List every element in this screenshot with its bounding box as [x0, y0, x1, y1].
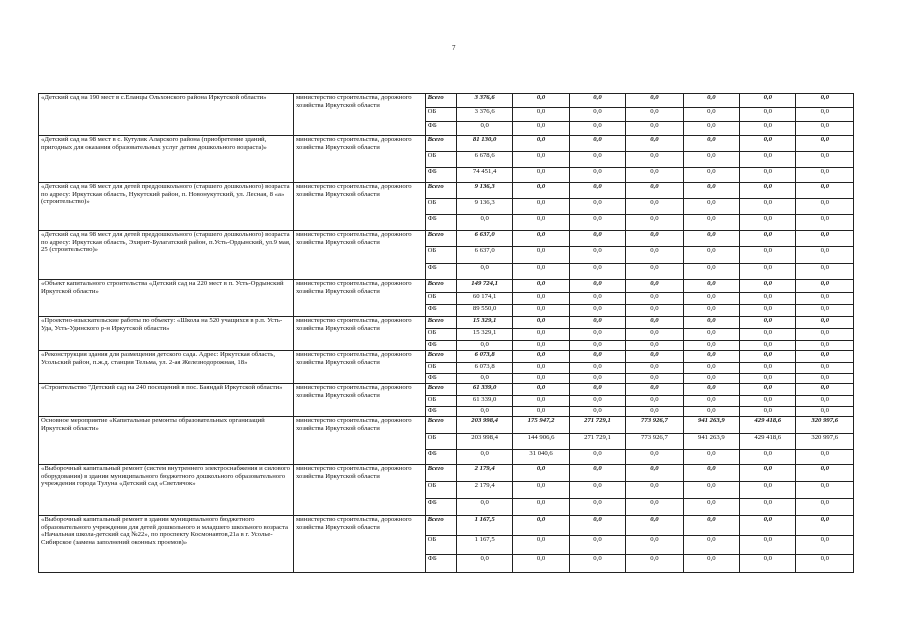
amount-cell: 0,0	[796, 231, 854, 247]
amount-cell: 0,0	[626, 516, 683, 536]
amount-cell: 0,0	[513, 329, 569, 341]
amount-cell: 0,0	[683, 317, 739, 329]
amount-cell: 0,0	[569, 293, 625, 305]
funding-source: Всего	[425, 94, 456, 108]
amount-cell: 0,0	[683, 94, 739, 108]
amount-cell: 0,0	[740, 363, 796, 374]
amount-cell: 320 997,6	[796, 417, 854, 434]
amount-cell: 0,0	[626, 329, 683, 341]
amount-cell: 0,0	[683, 536, 739, 555]
amount-cell: 0,0	[796, 396, 854, 407]
responsible-executor: министерство строительства, дорожного хозяйства Иркутской области	[293, 231, 425, 280]
amount-cell: 0,0	[569, 247, 625, 264]
amount-cell: 0,0	[740, 329, 796, 341]
amount-cell: 0,0	[569, 407, 625, 417]
table-row	[39, 417, 854, 434]
amount-cell: 0,0	[513, 247, 569, 264]
amount-cell: 0,0	[796, 152, 854, 168]
amount-cell: 0,0	[740, 341, 796, 351]
amount-cell: 0,0	[683, 341, 739, 351]
activity-name: «Строительство "Детский сад на 240 посещений в пос. Баяндай Иркутской области»	[39, 384, 294, 417]
amount-cell: 0,0	[740, 516, 796, 536]
amount-cell: 0,0	[740, 231, 796, 247]
amount-cell: 0,0	[740, 168, 796, 183]
amount-cell: 0,0	[740, 183, 796, 199]
amount-cell: 61 339,0	[456, 384, 512, 396]
amount-cell: 0,0	[513, 465, 569, 482]
amount-cell: 0,0	[740, 264, 796, 280]
amount-cell: 0,0	[796, 122, 854, 136]
funding-source: ОБ	[425, 482, 456, 499]
amount-cell: 61 339,0	[456, 396, 512, 407]
amount-cell: 0,0	[626, 396, 683, 407]
amount-cell: 0,0	[569, 450, 625, 465]
amount-cell: 144 906,6	[513, 434, 569, 450]
activity-name: «Детский сад на 98 мест в с. Кутулик Аларского района (приобретение зданий, пригодных для оказания образовательных услуг детям дошкольного возраста)»	[39, 136, 294, 183]
amount-cell: 0,0	[569, 305, 625, 317]
amount-cell: 0,0	[740, 94, 796, 108]
amount-cell: 0,0	[626, 499, 683, 516]
amount-cell: 0,0	[683, 108, 739, 122]
activity-name: «Реконструкция здания для размещения детского сада. Адрес: Иркутская область, Усольский район, п.ж.д. станция Тельма, ул. 2-ая Железнодорожная, 18»	[39, 351, 294, 384]
funding-source: ОБ	[425, 363, 456, 374]
amount-cell: 2 179,4	[456, 482, 512, 499]
amount-cell: 0,0	[569, 536, 625, 555]
amount-cell: 0,0	[456, 407, 512, 417]
activity-name: «Проектно-изыскательские работы по объекту: «Школа на 520 учащихся в р.п. Усть-Уда, Усть-Удинского р-н Иркутской области»	[39, 317, 294, 351]
amount-cell: 0,0	[626, 363, 683, 374]
amount-cell: 0,0	[513, 264, 569, 280]
amount-cell: 0,0	[683, 499, 739, 516]
table-row	[39, 465, 854, 482]
amount-cell: 0,0	[626, 168, 683, 183]
amount-cell: 0,0	[626, 280, 683, 293]
activity-name: «Детский сад на 98 мест для детей преддошкольного (старшего дошкольного) возраста по адресу: Иркутская область, Эхирит-Булагатский район, п.Усть-Ордынский, ул.9 мая, 25 (строительство)»	[39, 231, 294, 280]
amount-cell: 0,0	[626, 384, 683, 396]
amount-cell: 0,0	[626, 108, 683, 122]
amount-cell: 0,0	[569, 122, 625, 136]
funding-source: ОБ	[425, 293, 456, 305]
amount-cell: 0,0	[513, 215, 569, 231]
amount-cell: 0,0	[513, 168, 569, 183]
amount-cell: 0,0	[796, 329, 854, 341]
responsible-executor: министерство строительства, дорожного хозяйства Иркутской области	[293, 94, 425, 136]
funding-source: ФБ	[425, 264, 456, 280]
amount-cell: 0,0	[683, 384, 739, 396]
funding-source: ФБ	[425, 374, 456, 384]
amount-cell: 203 998,4	[456, 434, 512, 450]
amount-cell: 0,0	[796, 450, 854, 465]
amount-cell: 0,0	[683, 264, 739, 280]
funding-source: ФБ	[425, 305, 456, 317]
amount-cell: 0,0	[513, 94, 569, 108]
funding-source: Всего	[425, 317, 456, 329]
amount-cell: 0,0	[513, 108, 569, 122]
amount-cell: 0,0	[626, 305, 683, 317]
amount-cell: 0,0	[683, 280, 739, 293]
amount-cell: 0,0	[626, 231, 683, 247]
amount-cell: 0,0	[626, 465, 683, 482]
amount-cell: 15 329,1	[456, 317, 512, 329]
amount-cell: 0,0	[796, 465, 854, 482]
amount-cell: 0,0	[456, 122, 512, 136]
amount-cell: 0,0	[569, 317, 625, 329]
table-row	[39, 384, 854, 396]
responsible-executor: министерство строительства, дорожного хозяйства Иркутской области	[293, 317, 425, 351]
amount-cell: 0,0	[513, 152, 569, 168]
amount-cell: 0,0	[683, 555, 739, 573]
amount-cell: 6 637,0	[456, 247, 512, 264]
amount-cell: 0,0	[796, 215, 854, 231]
amount-cell: 0,0	[740, 199, 796, 215]
amount-cell: 0,0	[456, 264, 512, 280]
funding-source: Всего	[425, 384, 456, 396]
funding-source: ОБ	[425, 152, 456, 168]
amount-cell: 81 130,0	[456, 136, 512, 152]
amount-cell: 0,0	[683, 407, 739, 417]
amount-cell: 0,0	[513, 341, 569, 351]
activity-name: «Детский сад на 98 мест для детей преддошкольного (старшего дошкольного) возраста по адресу: Иркутская область, Нукутский район, п. Новонукутский, ул. Лесная, 8 «а» (строительство)»	[39, 183, 294, 231]
amount-cell: 0,0	[740, 555, 796, 573]
amount-cell: 0,0	[740, 482, 796, 499]
responsible-executor: министерство строительства, дорожного хозяйства Иркутской области	[293, 465, 425, 516]
amount-cell: 0,0	[569, 499, 625, 516]
amount-cell: 0,0	[513, 482, 569, 499]
amount-cell: 429 418,6	[740, 417, 796, 434]
table-row	[39, 136, 854, 152]
amount-cell: 0,0	[569, 384, 625, 396]
amount-cell: 0,0	[456, 374, 512, 384]
amount-cell: 271 729,1	[569, 434, 625, 450]
funding-source: ФБ	[425, 168, 456, 183]
funding-source: Всего	[425, 280, 456, 293]
amount-cell: 0,0	[513, 199, 569, 215]
funding-source: ФБ	[425, 499, 456, 516]
amount-cell: 0,0	[796, 536, 854, 555]
amount-cell: 0,0	[683, 363, 739, 374]
responsible-executor: министерство строительства, дорожного хозяйства Иркутской области	[293, 516, 425, 573]
funding-source: ФБ	[425, 450, 456, 465]
amount-cell: 773 926,7	[626, 434, 683, 450]
amount-cell: 0,0	[513, 136, 569, 152]
funding-source: Всего	[425, 417, 456, 434]
amount-cell: 773 926,7	[626, 417, 683, 434]
funding-source: Всего	[425, 465, 456, 482]
amount-cell: 0,0	[796, 363, 854, 374]
amount-cell: 74 451,4	[456, 168, 512, 183]
amount-cell: 0,0	[740, 247, 796, 264]
funding-source: Всего	[425, 351, 456, 363]
amount-cell: 0,0	[796, 555, 854, 573]
amount-cell: 0,0	[796, 183, 854, 199]
funding-source: Всего	[425, 136, 456, 152]
amount-cell: 0,0	[683, 374, 739, 384]
amount-cell: 0,0	[513, 374, 569, 384]
amount-cell: 0,0	[740, 305, 796, 317]
amount-cell: 0,0	[569, 374, 625, 384]
amount-cell: 0,0	[569, 231, 625, 247]
amount-cell: 1 167,5	[456, 536, 512, 555]
amount-cell: 0,0	[796, 384, 854, 396]
amount-cell: 0,0	[569, 199, 625, 215]
amount-cell: 0,0	[569, 482, 625, 499]
amount-cell: 0,0	[456, 341, 512, 351]
budget-table	[38, 93, 854, 573]
responsible-executor: министерство строительства, дорожного хозяйства Иркутской области	[293, 280, 425, 317]
amount-cell: 6 678,6	[456, 152, 512, 168]
funding-source: ФБ	[425, 215, 456, 231]
amount-cell: 0,0	[626, 407, 683, 417]
amount-cell: 0,0	[740, 122, 796, 136]
amount-cell: 0,0	[740, 152, 796, 168]
amount-cell: 0,0	[796, 351, 854, 363]
funding-source: ОБ	[425, 247, 456, 264]
amount-cell: 0,0	[513, 305, 569, 317]
amount-cell: 31 040,6	[513, 450, 569, 465]
amount-cell: 0,0	[740, 317, 796, 329]
activity-name: «Детский сад на 190 мест в с.Еланцы Ольхонского района Иркутской области»	[39, 94, 294, 136]
amount-cell: 0,0	[740, 280, 796, 293]
responsible-executor: министерство строительства, дорожного хозяйства Иркутской области	[293, 417, 425, 465]
amount-cell: 0,0	[513, 384, 569, 396]
amount-cell: 0,0	[569, 351, 625, 363]
amount-cell: 0,0	[513, 363, 569, 374]
amount-cell: 0,0	[740, 396, 796, 407]
activity-name: Основное мероприятие «Капитальные ремонты образовательных организаций Иркутской области»	[39, 417, 294, 465]
amount-cell: 0,0	[626, 247, 683, 264]
amount-cell: 0,0	[626, 136, 683, 152]
amount-cell: 0,0	[569, 516, 625, 536]
amount-cell: 0,0	[569, 94, 625, 108]
amount-cell: 203 998,4	[456, 417, 512, 434]
amount-cell: 0,0	[569, 264, 625, 280]
amount-cell: 0,0	[513, 231, 569, 247]
amount-cell: 0,0	[683, 450, 739, 465]
amount-cell: 0,0	[569, 136, 625, 152]
amount-cell: 15 329,1	[456, 329, 512, 341]
amount-cell: 9 136,3	[456, 199, 512, 215]
amount-cell: 0,0	[683, 293, 739, 305]
amount-cell: 0,0	[513, 499, 569, 516]
amount-cell: 0,0	[796, 136, 854, 152]
amount-cell: 0,0	[796, 374, 854, 384]
table-row	[39, 516, 854, 536]
amount-cell: 60 174,1	[456, 293, 512, 305]
amount-cell: 0,0	[740, 351, 796, 363]
amount-cell: 0,0	[683, 351, 739, 363]
amount-cell: 0,0	[626, 317, 683, 329]
funding-source: ФБ	[425, 341, 456, 351]
responsible-executor: министерство строительства, дорожного хозяйства Иркутской области	[293, 351, 425, 384]
amount-cell: 0,0	[456, 215, 512, 231]
funding-source: Всего	[425, 516, 456, 536]
responsible-executor: министерство строительства, дорожного хозяйства Иркутской области	[293, 183, 425, 231]
amount-cell: 3 376,6	[456, 108, 512, 122]
funding-source: ОБ	[425, 199, 456, 215]
amount-cell: 0,0	[683, 516, 739, 536]
amount-cell: 9 136,3	[456, 183, 512, 199]
funding-source: ОБ	[425, 396, 456, 407]
amount-cell: 0,0	[626, 341, 683, 351]
amount-cell: 0,0	[740, 293, 796, 305]
amount-cell: 0,0	[626, 374, 683, 384]
amount-cell: 0,0	[513, 536, 569, 555]
amount-cell: 0,0	[626, 122, 683, 136]
amount-cell: 0,0	[683, 329, 739, 341]
amount-cell: 6 637,0	[456, 231, 512, 247]
amount-cell: 0,0	[796, 293, 854, 305]
table-row	[39, 280, 854, 293]
activity-name: «Выборочный капитальный ремонт (систем внутреннего электроснабжения и силового оборудования) в здании муниципального бюджетного дошкольного образовательного учреждения города Тулуна «Детский сад «Светлячок»	[39, 465, 294, 516]
amount-cell: 0,0	[683, 215, 739, 231]
amount-cell: 0,0	[683, 136, 739, 152]
amount-cell: 0,0	[626, 199, 683, 215]
amount-cell: 941 263,9	[683, 417, 739, 434]
funding-source: ФБ	[425, 407, 456, 417]
amount-cell: 0,0	[683, 396, 739, 407]
funding-source: Всего	[425, 231, 456, 247]
amount-cell: 6 073,8	[456, 351, 512, 363]
amount-cell: 0,0	[626, 482, 683, 499]
amount-cell: 0,0	[683, 231, 739, 247]
amount-cell: 0,0	[683, 305, 739, 317]
amount-cell: 0,0	[683, 168, 739, 183]
amount-cell: 0,0	[796, 407, 854, 417]
amount-cell: 0,0	[626, 293, 683, 305]
amount-cell: 0,0	[796, 168, 854, 183]
amount-cell: 0,0	[626, 152, 683, 168]
amount-cell: 0,0	[740, 499, 796, 516]
amount-cell: 0,0	[513, 351, 569, 363]
amount-cell: 0,0	[796, 94, 854, 108]
amount-cell: 0,0	[683, 152, 739, 168]
amount-cell: 0,0	[626, 536, 683, 555]
amount-cell: 0,0	[796, 280, 854, 293]
amount-cell: 0,0	[626, 94, 683, 108]
amount-cell: 0,0	[683, 199, 739, 215]
amount-cell: 0,0	[456, 555, 512, 573]
amount-cell: 3 376,6	[456, 94, 512, 108]
amount-cell: 0,0	[683, 482, 739, 499]
amount-cell: 0,0	[569, 341, 625, 351]
amount-cell: 0,0	[513, 407, 569, 417]
amount-cell: 6 073,8	[456, 363, 512, 374]
amount-cell: 0,0	[569, 555, 625, 573]
amount-cell: 0,0	[569, 329, 625, 341]
amount-cell: 0,0	[513, 293, 569, 305]
amount-cell: 0,0	[569, 280, 625, 293]
amount-cell: 0,0	[796, 499, 854, 516]
amount-cell: 0,0	[626, 450, 683, 465]
amount-cell: 0,0	[569, 215, 625, 231]
funding-source: ОБ	[425, 108, 456, 122]
amount-cell: 0,0	[796, 317, 854, 329]
amount-cell: 0,0	[626, 264, 683, 280]
amount-cell: 0,0	[796, 247, 854, 264]
amount-cell: 0,0	[683, 247, 739, 264]
funding-source: ОБ	[425, 536, 456, 555]
amount-cell: 0,0	[796, 108, 854, 122]
table-row	[39, 183, 854, 199]
table-row	[39, 351, 854, 363]
amount-cell: 0,0	[626, 183, 683, 199]
amount-cell: 0,0	[626, 351, 683, 363]
responsible-executor: министерство строительства, дорожного хозяйства Иркутской области	[293, 136, 425, 183]
activity-name: «Объект капитального строительства «Детский сад на 220 мест в п. Усть-Ордынский Иркутской области»	[39, 280, 294, 317]
table-row	[39, 231, 854, 247]
amount-cell: 320 997,6	[796, 434, 854, 450]
funding-source: ФБ	[425, 555, 456, 573]
amount-cell: 0,0	[683, 122, 739, 136]
amount-cell: 0,0	[626, 215, 683, 231]
amount-cell: 0,0	[569, 168, 625, 183]
amount-cell: 0,0	[513, 122, 569, 136]
amount-cell: 0,0	[796, 199, 854, 215]
amount-cell: 0,0	[456, 450, 512, 465]
amount-cell: 2 179,4	[456, 465, 512, 482]
amount-cell: 149 724,1	[456, 280, 512, 293]
funding-source: ОБ	[425, 434, 456, 450]
amount-cell: 0,0	[626, 555, 683, 573]
amount-cell: 0,0	[683, 183, 739, 199]
amount-cell: 941 263,9	[683, 434, 739, 450]
amount-cell: 0,0	[740, 215, 796, 231]
amount-cell: 0,0	[796, 341, 854, 351]
funding-source: ФБ	[425, 122, 456, 136]
table-row	[39, 317, 854, 329]
amount-cell: 0,0	[569, 152, 625, 168]
amount-cell: 0,0	[740, 384, 796, 396]
amount-cell: 0,0	[513, 555, 569, 573]
amount-cell: 429 418,6	[740, 434, 796, 450]
amount-cell: 0,0	[513, 396, 569, 407]
amount-cell: 0,0	[683, 465, 739, 482]
amount-cell: 0,0	[569, 108, 625, 122]
amount-cell: 89 550,0	[456, 305, 512, 317]
amount-cell: 0,0	[796, 482, 854, 499]
amount-cell: 0,0	[569, 183, 625, 199]
amount-cell: 175 947,2	[513, 417, 569, 434]
amount-cell: 0,0	[456, 499, 512, 516]
amount-cell: 0,0	[569, 465, 625, 482]
responsible-executor: министерство строительства, дорожного хозяйства Иркутской области	[293, 384, 425, 417]
amount-cell: 0,0	[513, 516, 569, 536]
amount-cell: 0,0	[740, 374, 796, 384]
amount-cell: 1 167,5	[456, 516, 512, 536]
funding-source: Всего	[425, 183, 456, 199]
amount-cell: 0,0	[513, 317, 569, 329]
amount-cell: 0,0	[513, 280, 569, 293]
amount-cell: 0,0	[740, 465, 796, 482]
amount-cell: 0,0	[513, 183, 569, 199]
amount-cell: 0,0	[796, 516, 854, 536]
amount-cell: 0,0	[796, 305, 854, 317]
amount-cell: 0,0	[740, 536, 796, 555]
amount-cell: 0,0	[740, 450, 796, 465]
amount-cell: 0,0	[796, 264, 854, 280]
activity-name: «Выборочный капитальный ремонт в здании муниципального бюджетного образовательного учреждения для детей дошкольного и младшего школьного возраста «Начальная школа-детский сад №22», по проспекту Космонавтов,21а в г. Усолье-Сибирское (замена заполнений оконных проемов)»	[39, 516, 294, 573]
amount-cell: 0,0	[740, 108, 796, 122]
amount-cell: 0,0	[569, 363, 625, 374]
table-row	[39, 94, 854, 108]
page-number: 7	[452, 44, 456, 52]
amount-cell: 0,0	[740, 407, 796, 417]
amount-cell: 271 729,1	[569, 417, 625, 434]
amount-cell: 0,0	[740, 136, 796, 152]
amount-cell: 0,0	[569, 396, 625, 407]
funding-source: ОБ	[425, 329, 456, 341]
